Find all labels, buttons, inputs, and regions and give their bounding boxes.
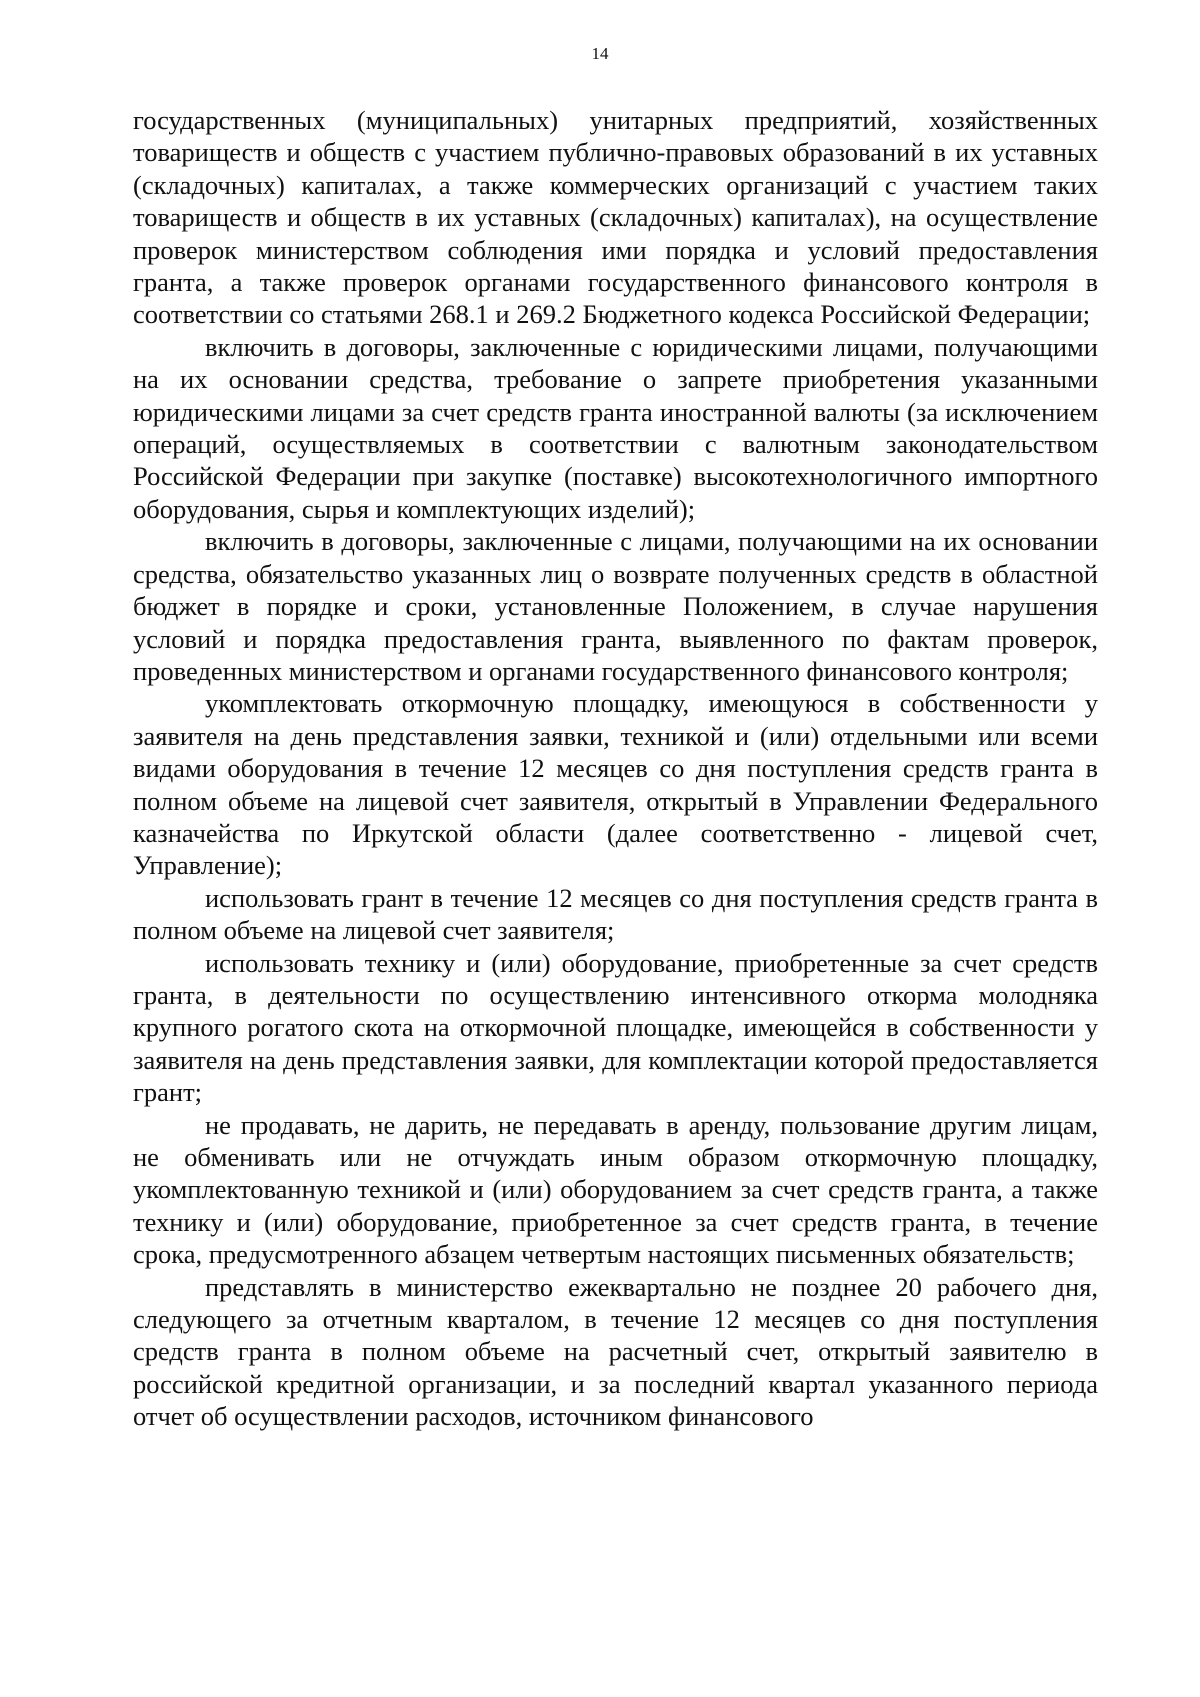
paragraph: включить в договоры, заключенные с лицами, получающими на их основании средства, обязательство указанных лиц о возврате полученных средств в областной бюджет в порядке и сроки, установленные Положением, в случае нарушения условий и порядка предоставления гранта, выявленного по фактам проверок, проведенных министерством и органами государственного финансового контроля; xyxy=(133,526,1098,686)
page-number: 14 xyxy=(591,44,609,63)
document-body xyxy=(133,104,1098,1433)
paragraph: укомплектовать откормочную площадку, имеющуюся в собственности у заявителя на день представления заявки, техникой и (или) отдельными или всеми видами оборудования в течение 12 месяцев со дня поступления средств гранта в полном объеме на лицевой счет заявителя, открытый в Управлении Федерального казначейства по Иркутской области (далее соответственно - лицевой счет, Управление); xyxy=(133,688,1098,881)
paragraph: не продавать, не дарить, не передавать в аренду, пользование другим лицам, не обменивать или не отчуждать иным образом откормочную площадку, укомплектованную техникой и (или) оборудованием за счет средств гранта, а также технику и (или) оборудование, приобретенное за счет средств гранта, в течение срока, предусмотренного абзацем четвертым настоящих письменных обязательств; xyxy=(133,1109,1098,1270)
paragraph: включить в договоры, заключенные с юридическими лицами, получающими на их основании средства, требование о запрете приобретения указанными юридическими лицами за счет средств гранта иностранной валюты (за исключением операций, осуществляемых в соответствии с валютным законодательством Российской Федерации при закупке (поставке) высокотехнологичного импортного оборудования, сырья и комплектующих изделий); xyxy=(133,331,1098,524)
paragraph: использовать грант в течение 12 месяцев со дня поступления средств гранта в полном объеме на лицевой счет заявителя; xyxy=(133,882,1098,946)
paragraph: использовать технику и (или) оборудование, приобретенные за счет средств гранта, в деятельности по осуществлению интенсивного откорма молодняка крупного рогатого скота на откормочной площадке, имеющейся в собственности у заявителя на день представления заявки, для комплектации которой предоставляется грант; xyxy=(133,947,1098,1108)
paragraph: представлять в министерство ежеквартально не позднее 20 рабочего дня, следующего за отчетным кварталом, в течение 12 месяцев со дня поступления средств гранта в полном объеме на расчетный счет, открытый заявителю в российской кредитной организации, и за последний квартал указанного периода отчет об осуществлении расходов, источником финансового xyxy=(133,1271,1098,1432)
paragraph: государственных (муниципальных) унитарных предприятий, хозяйственных товариществ и обществ с участием публично-правовых образований в их уставных (складочных) капиталах, а также коммерческих организаций с участием таких товариществ и обществ в их уставных (складочных) капиталах), на осуществление проверок министерством соблюдения ими порядка и условий предоставления гранта, а также проверок органами государственного финансового контроля в соответствии со статьями 268.1 и 269.2 Бюджетного кодекса Российской Федерации; xyxy=(133,105,1098,330)
